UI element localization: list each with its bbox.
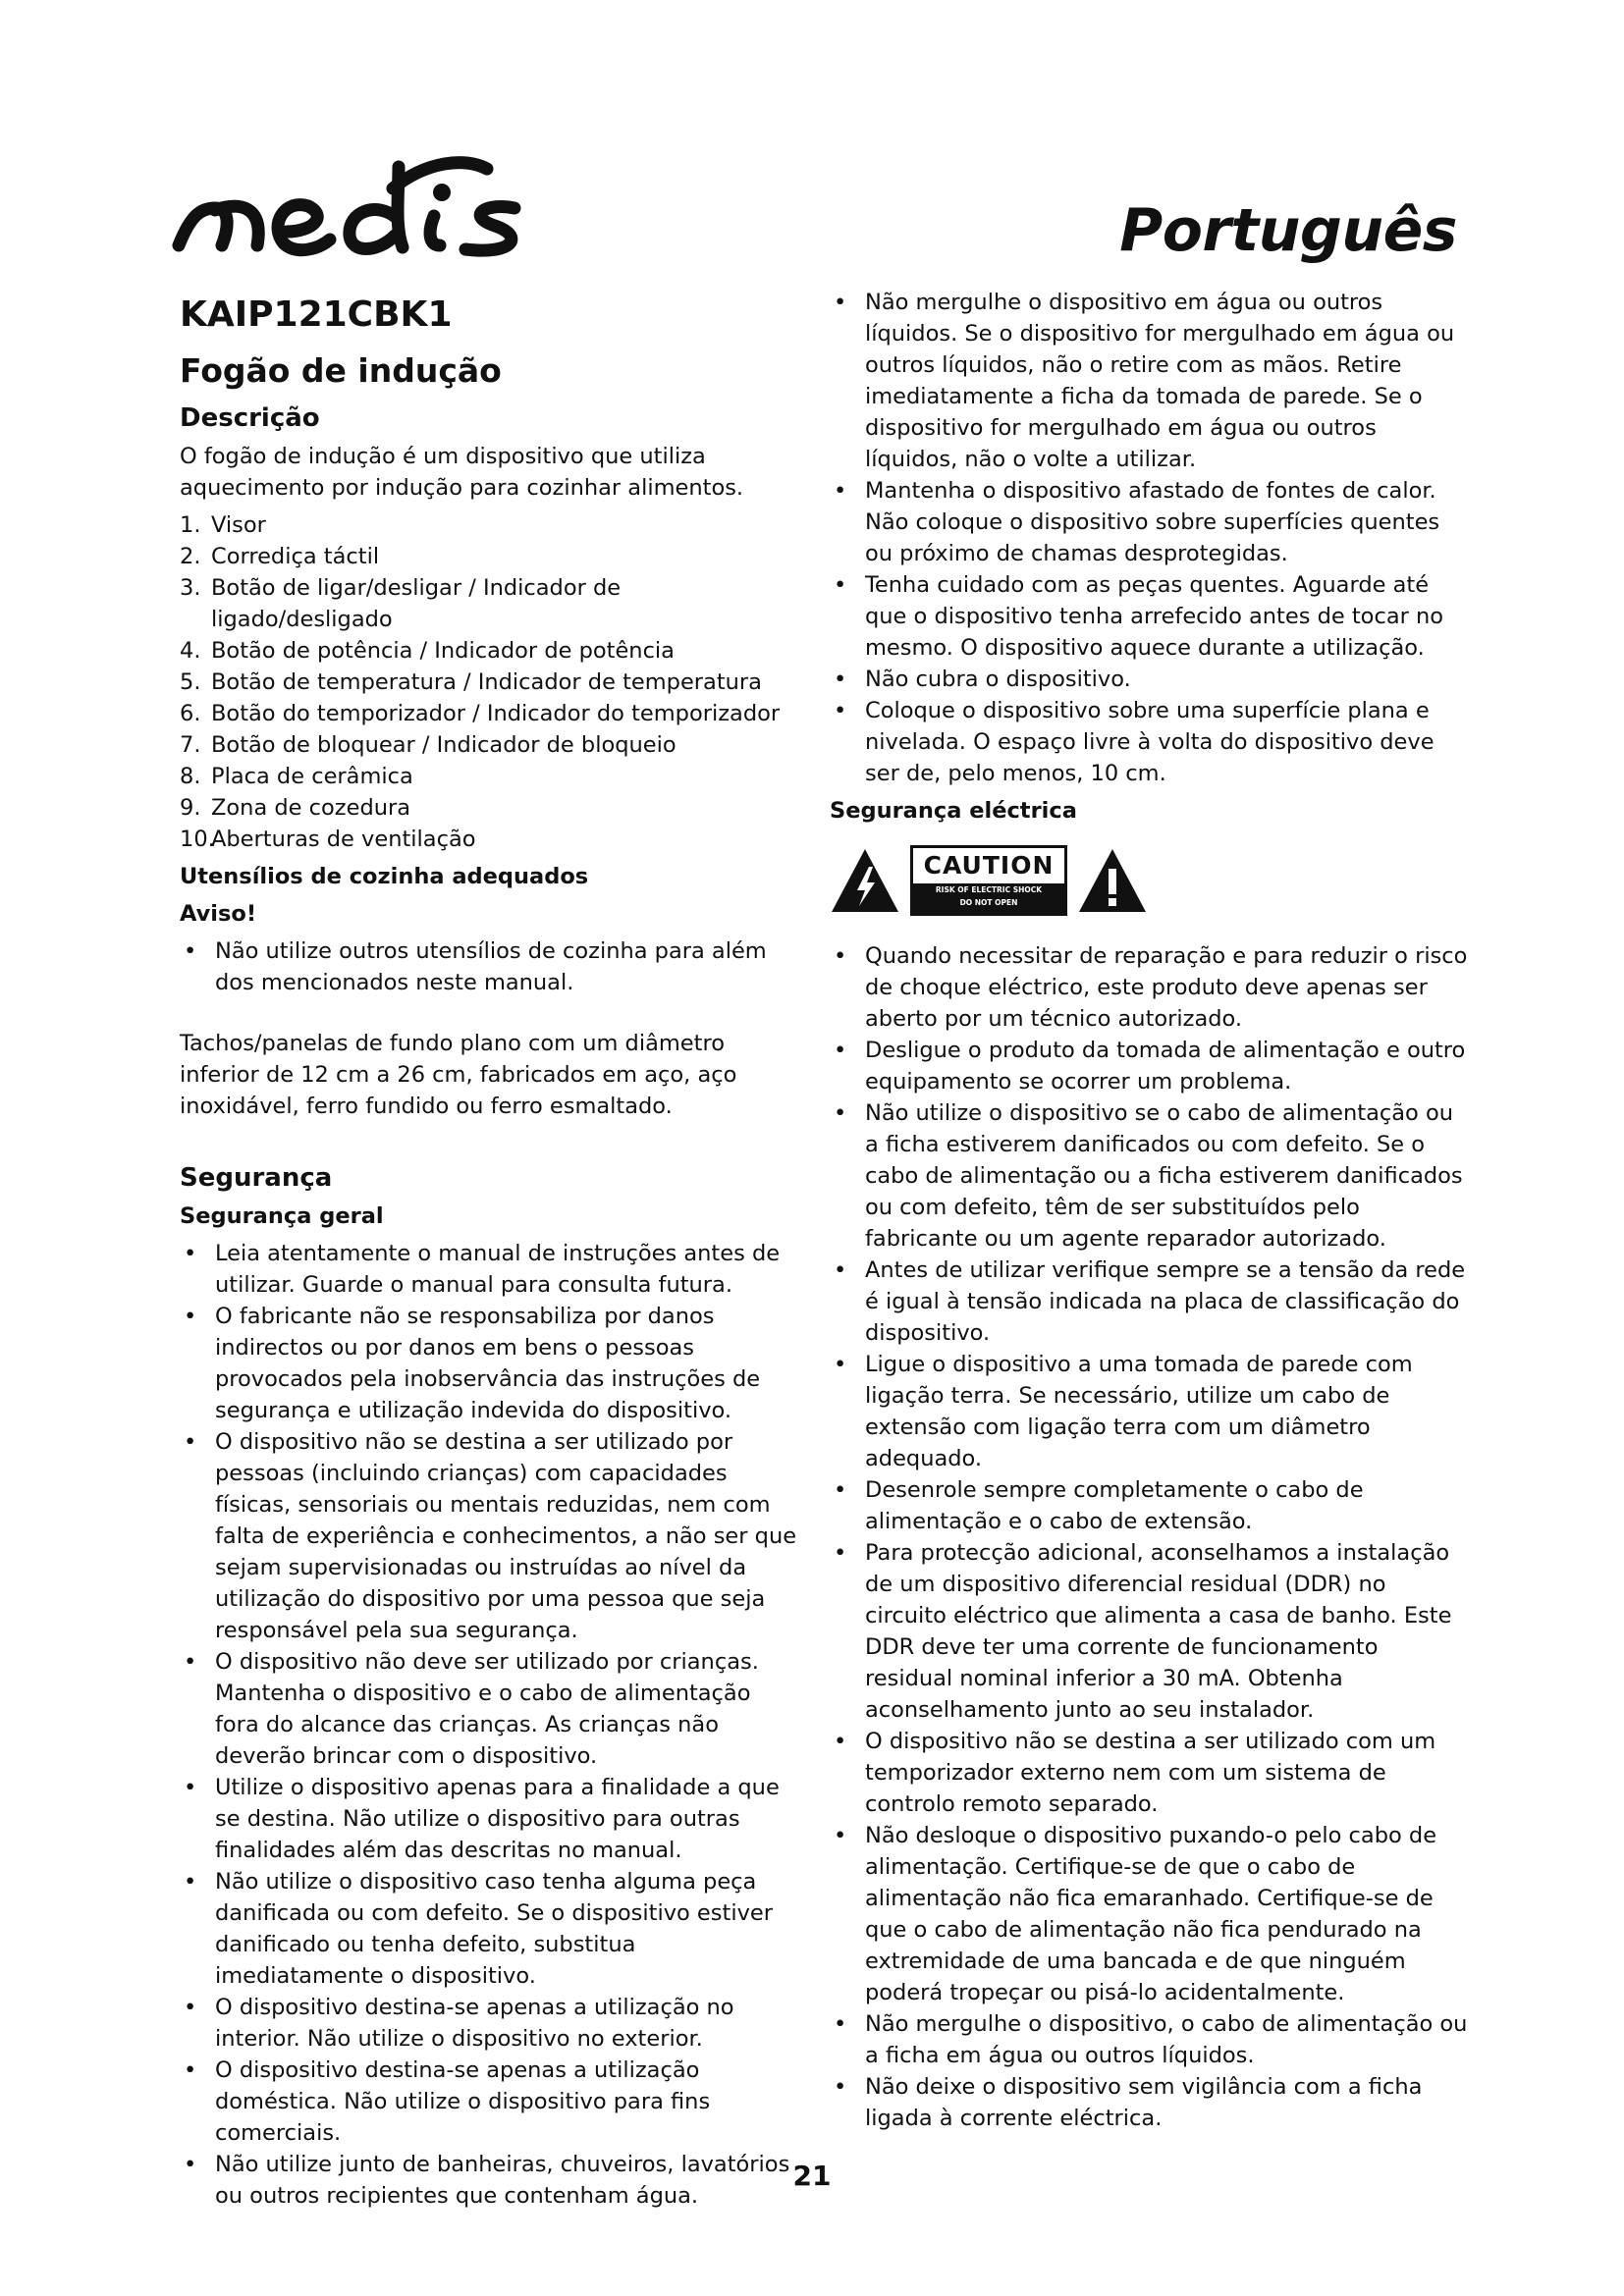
caution-subtext <box>913 883 1064 913</box>
warning-label: Aviso! <box>180 901 257 927</box>
electrical-safety-list <box>830 940 1468 2134</box>
nedis-logo <box>171 147 642 270</box>
part-number: 1. <box>180 512 201 538</box>
bullet-icon: • <box>834 2011 847 2037</box>
bullet-icon: • <box>184 1649 197 1675</box>
caution-title: CAUTION <box>923 851 1055 880</box>
safety-heading: Segurança <box>180 1163 333 1193</box>
bullet-icon: • <box>184 1241 197 1266</box>
general-safety-item <box>830 475 1468 569</box>
warning-item <box>180 935 798 998</box>
general-safety-item <box>180 1301 798 1426</box>
part-item <box>180 824 798 855</box>
bullet-icon: • <box>834 667 847 692</box>
part-label: Corrediça táctil <box>211 544 380 569</box>
general-safety-item <box>830 664 1468 695</box>
part-label: Botão de ligar/desligar / Indicador de ligado/desligado <box>211 575 622 632</box>
bullet-icon: • <box>184 938 197 964</box>
electrical-safety-item-text: Desenrole sempre completamente o cabo de alimentação e o cabo de extensão. <box>865 1477 1364 1534</box>
general-safety-item <box>180 1238 798 1301</box>
electrical-safety-item <box>830 1537 1468 1726</box>
parts-list <box>180 509 798 855</box>
general-safety-item-text: Não cubra o dispositivo. <box>865 667 1131 692</box>
bullet-icon: • <box>834 1729 847 1754</box>
part-label: Botão de potência / Indicador de potência <box>211 638 675 664</box>
part-number: 5. <box>180 669 201 695</box>
bullet-icon: • <box>834 1823 847 1848</box>
part-number: 2. <box>180 544 201 569</box>
electrical-safety-item <box>830 1349 1468 1474</box>
general-safety-item <box>830 569 1468 664</box>
electrical-safety-item-text: Não deixe o dispositivo sem vigilância com a ficha ligada à corrente eléctrica. <box>865 2074 1423 2131</box>
exclamation-warning-icon <box>1077 845 1148 916</box>
model-number: KAIP121CBK1 <box>180 294 453 335</box>
bullet-icon: • <box>834 2074 847 2100</box>
bullet-icon: • <box>834 943 847 969</box>
electrical-safety-item-text: Quando necessitar de reparação e para reduzir o risco de choque eléctrico, este produto deve apenas ser aberto por um técnico autorizado. <box>865 943 1468 1032</box>
part-number: 9. <box>180 795 201 821</box>
general-safety-item-text: Não utilize junto de banheiras, chuveiros, lavatórios ou outros recipientes que contenham água. <box>215 2152 790 2209</box>
cookware-heading: Utensílios de cozinha adequados <box>180 864 589 889</box>
electrical-safety-item <box>830 2008 1468 2071</box>
caution-label <box>830 842 1468 919</box>
general-safety-list-left <box>180 1238 798 2212</box>
part-number: 8. <box>180 764 201 789</box>
description-heading: Descrição <box>180 403 320 433</box>
part-number: 7. <box>180 732 201 758</box>
general-safety-item-text: Não utilize o dispositivo caso tenha alguma peça danificada ou com defeito. Se o dispositivo estiver danificado ou tenha defeito, substitua imediatamente o dispositivo. <box>215 1869 773 1989</box>
part-item <box>180 572 798 635</box>
language-heading: Português <box>1119 196 1457 265</box>
electrical-safety-item-text: Não desloque o dispositivo puxando-o pelo cabo de alimentação. Certifique-se de que o cabo de alimentação não fica emaranhado. Certifique-se de que o cabo de alimentação não fica pendurado na extremidade de uma bancada e de que ninguém poderá tropeçar ou pisá-lo acidentalmente. <box>865 1823 1437 2005</box>
general-safety-item-text: O dispositivo não deve ser utilizado por crianças. Mantenha o dispositivo e o cabo de alimentação fora do alcance das crianças. As crianças não deverão brincar com o dispositivo. <box>215 1649 759 1769</box>
general-safety-item <box>180 2055 798 2149</box>
part-label: Aberturas de ventilação <box>211 827 476 852</box>
warning-item-text: Não utilize outros utensílios de cozinha para além dos mencionados neste manual. <box>215 938 767 995</box>
general-safety-item-text: O dispositivo destina-se apenas a utilização doméstica. Não utilize o dispositivo para fins comerciais. <box>215 2057 711 2146</box>
part-label: Botão de temperatura / Indicador de temperatura <box>211 669 762 695</box>
part-label: Botão do temporizador / Indicador do temporizador <box>211 701 781 726</box>
bullet-icon: • <box>834 1352 847 1377</box>
bullet-icon: • <box>184 1429 197 1455</box>
general-safety-item-text: Utilize o dispositivo apenas para a finalidade a que se destina. Não utilize o dispositivo para outras finalidades além das descritas no manual. <box>215 1775 780 1863</box>
part-item <box>180 635 798 667</box>
part-number: 6. <box>180 701 201 726</box>
part-label: Zona de cozedura <box>211 795 411 821</box>
general-safety-item-text: Leia atentamente o manual de instruções antes de utilizar. Guarde o manual para consulta futura. <box>215 1241 781 1298</box>
electrical-safety-item-text: O dispositivo não se destina a ser utilizado com um temporizador externo nem com um sistema de controlo remoto separado. <box>865 1729 1436 1817</box>
part-item <box>180 509 798 541</box>
bullet-icon: • <box>834 698 847 723</box>
part-item <box>180 761 798 792</box>
part-label: Visor <box>211 512 266 538</box>
bullet-icon: • <box>184 1775 197 1800</box>
page-number: 21 <box>792 2160 832 2192</box>
electrical-safety-item-text: Para protecção adicional, aconselhamos a instalação de um dispositivo diferencial residual (DDR) no circuito eléctrico que alimenta a casa de banho. Este DDR deve ter uma corrente de funcionamento residual nominal inferior a 30 mA. Obtenha aconselhamento junto ao seu instalador. <box>865 1540 1452 1723</box>
electrical-safety-item <box>830 2071 1468 2134</box>
bullet-icon: • <box>834 1100 847 1126</box>
electrical-safety-item <box>830 940 1468 1035</box>
part-number: 10. <box>180 827 215 852</box>
general-safety-item-text: O dispositivo não se destina a ser utilizado por pessoas (incluindo crianças) com capacidades físicas, sensoriais ou mentais reduzidas, nem com falta de experiência e conhecimentos, a não ser que sejam supervisionadas ou instruídas ao nível da utilização do dispositivo por uma pessoa que seja responsável pela sua segurança. <box>215 1429 797 1643</box>
electrical-safety-item <box>830 1035 1468 1097</box>
general-safety-item <box>180 1866 798 1992</box>
bullet-icon: • <box>184 1869 197 1895</box>
caution-box <box>910 845 1067 916</box>
bullet-icon: • <box>184 1995 197 2020</box>
bullet-icon: • <box>184 1304 197 1329</box>
general-safety-item <box>180 1992 798 2055</box>
bullet-icon: • <box>834 290 847 315</box>
part-item <box>180 541 798 572</box>
electrical-safety-item-text: Ligue o dispositivo a uma tomada de parede com ligação terra. Se necessário, utilize um cabo de extensão com ligação terra com um diâmetro adequado. <box>865 1352 1413 1471</box>
bullet-icon: • <box>834 572 847 598</box>
caution-line-1: RISK OF ELECTRIC SHOCK <box>935 885 1043 894</box>
bullet-icon: • <box>834 1257 847 1283</box>
electrical-safety-item <box>830 1726 1468 1820</box>
electrical-safety-item-text: Não mergulhe o dispositivo, o cabo de alimentação ou a ficha em água ou outros líquidos. <box>865 2011 1468 2068</box>
electrical-safety-item-text: Não utilize o dispositivo se o cabo de alimentação ou a ficha estiverem danificados ou com defeito. Se o cabo de alimentação ou a ficha estiverem danificados ou com defeito, têm de ser substituídos pelo fabricante ou um agente reparador autorizado. <box>865 1100 1463 1252</box>
general-safety-item <box>180 1646 798 1772</box>
electrical-safety-item-text: Antes de utilizar verifique sempre se a tensão da rede é igual à tensão indicada na placa de classificação do dispositivo. <box>865 1257 1466 1346</box>
part-label: Botão de bloquear / Indicador de bloqueio <box>211 732 677 758</box>
part-number: 4. <box>180 638 201 664</box>
general-safety-item <box>180 1772 798 1866</box>
bullet-icon: • <box>184 2057 197 2083</box>
bullet-icon: • <box>834 478 847 504</box>
general-safety-item-text: O fabricante não se responsabiliza por danos indirectos ou por danos em bens o pessoas provocados pela inobservância das instruções de segurança e utilização indevida do dispositivo. <box>215 1304 761 1423</box>
product-title: Fogão de indução <box>180 351 502 390</box>
caution-line-2: DO NOT OPEN <box>959 898 1018 907</box>
general-safety-item-text: Mantenha o dispositivo afastado de fontes de calor. Não coloque o dispositivo sobre superfícies quentes ou próximo de chamas desprotegidas. <box>865 478 1440 566</box>
general-safety-item-text: Tenha cuidado com as peças quentes. Aguarde até que o dispositivo tenha arrefecido antes de tocar no mesmo. O dispositivo aquece durante a utilização. <box>865 572 1444 661</box>
part-item <box>180 667 798 698</box>
bullet-icon: • <box>834 1540 847 1566</box>
electrical-safety-item-text: Desligue o produto da tomada de alimentação e outro equipamento se ocorrer um problema. <box>865 1038 1466 1095</box>
general-safety-list-right <box>830 287 1468 789</box>
electrical-safety-heading: Segurança eléctrica <box>830 798 1077 824</box>
bullet-icon: • <box>834 1477 847 1503</box>
electric-shock-warning-icon <box>830 845 900 916</box>
electrical-safety-item <box>830 1820 1468 2008</box>
right-column <box>830 287 1468 2134</box>
general-safety-heading: Segurança geral <box>180 1203 384 1229</box>
general-safety-item <box>830 695 1468 789</box>
electrical-safety-item <box>830 1255 1468 1349</box>
left-column <box>180 290 798 2212</box>
general-safety-item-text: O dispositivo destina-se apenas a utilização no interior. Não utilize o dispositivo no exterior. <box>215 1995 734 2052</box>
part-label: Placa de cerâmica <box>211 764 413 789</box>
part-number: 3. <box>180 575 201 601</box>
part-item <box>180 792 798 824</box>
general-safety-item-text: Coloque o dispositivo sobre uma superfície plana e nivelada. O espaço livre à volta do dispositivo deve ser de, pelo menos, 10 cm. <box>865 698 1435 786</box>
bullet-icon: • <box>834 1038 847 1063</box>
part-item <box>180 729 798 761</box>
electrical-safety-item <box>830 1097 1468 1255</box>
general-safety-item <box>830 287 1468 475</box>
bullet-icon: • <box>184 2152 197 2177</box>
description-text: O fogão de indução é um dispositivo que utiliza aquecimento por indução para cozinhar alimentos. <box>180 444 744 501</box>
warning-list <box>180 935 798 998</box>
general-safety-item <box>180 1426 798 1646</box>
electrical-safety-item <box>830 1474 1468 1537</box>
cookware-text: Tachos/panelas de fundo plano com um diâmetro inferior de 12 cm a 26 cm, fabricados em aço, aço inoxidável, ferro fundido ou ferro esmaltado. <box>180 1031 737 1119</box>
general-safety-item-text: Não mergulhe o dispositivo em água ou outros líquidos. Se o dispositivo for mergulhado em água ou outros líquidos, não o retire com as mãos. Retire imediatamente a ficha da tomada de parede. Se o dispositivo for mergulhado em água ou outros líquidos, não o volte a utilizar. <box>865 290 1455 472</box>
part-item <box>180 698 798 729</box>
